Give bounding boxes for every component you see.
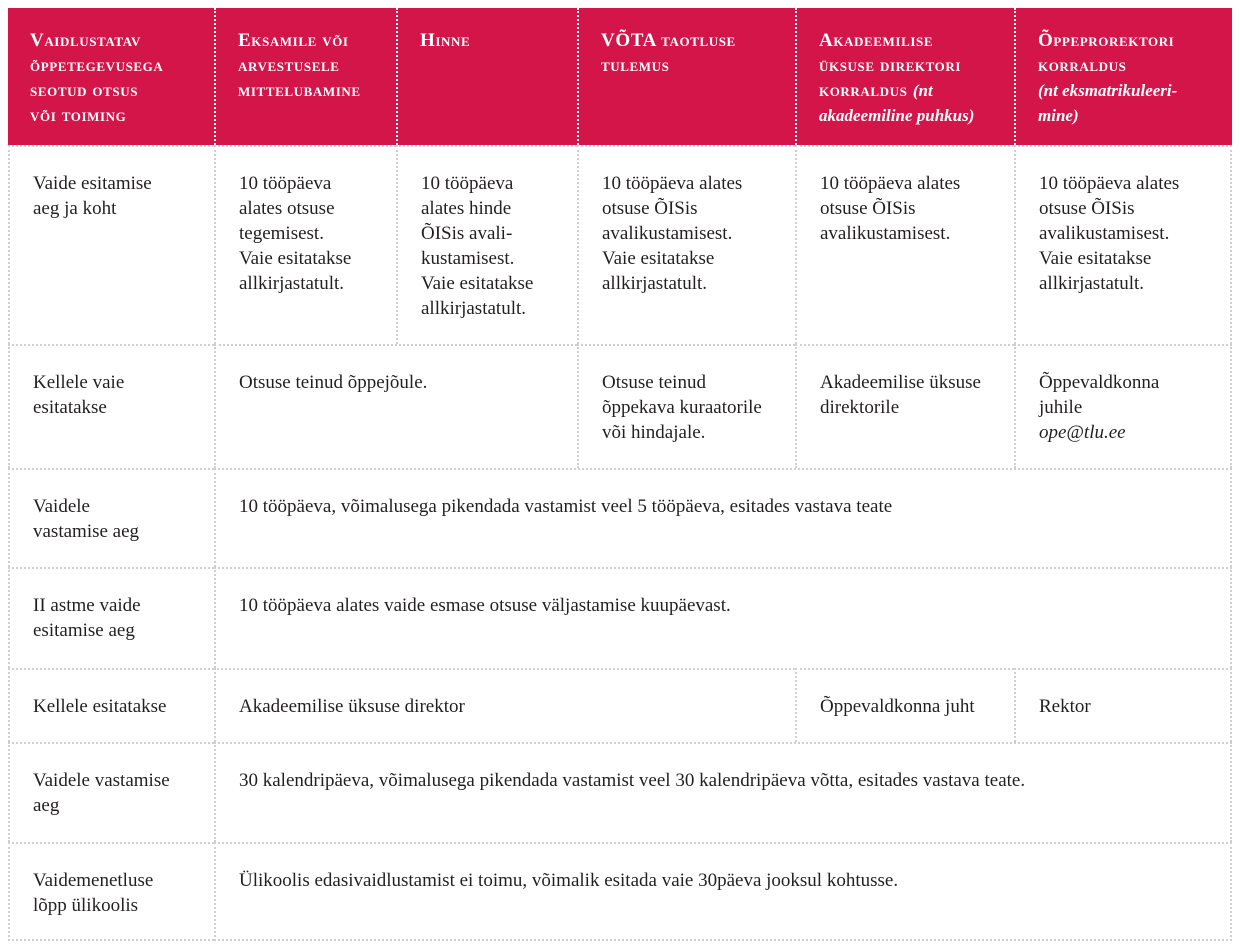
row-label-procedure-end: Vaidemenetluse lõpp ülikoolis <box>8 842 214 941</box>
cell-submitted-to-rector: Rektor <box>1014 668 1232 742</box>
row-label-second-level-appeal: II astme vaide esitamise aeg <box>8 567 214 668</box>
header-vice-rector-order: Õppeprorektori korraldus (nt eksmatrikuleeri- mine) <box>1014 8 1232 145</box>
cell-director-appeal-time: 10 tööpäeva alates otsuse ÕISis avalikustamisest. <box>795 145 1014 344</box>
row-label-response-time: Vaidele vastamise aeg <box>8 468 214 567</box>
row-label-submitted-to: Kellele esitatakse <box>8 668 214 742</box>
cell-procedure-end: Ülikoolis edasivaidlustamist ei toimu, võimalik esitada vaie 30päeva jooksul kohtusse. <box>214 842 1232 941</box>
cell-prorector-recipient: Õppevaldkonna juhile ope@tlu.ee <box>1014 344 1232 468</box>
cell-response-time: 10 tööpäeva, võimalusega pikendada vastamist veel 5 tööpäeva, esitades vastava teate <box>214 468 1232 567</box>
row-label-appeal-recipient: Kellele vaie esitatakse <box>8 344 214 468</box>
cell-lecturer-recipient: Otsuse teinud õppejõule. <box>214 344 577 468</box>
cell-second-level-appeal: 10 tööpäeva alates vaide esmase otsuse väljastamise kuupäevast. <box>214 567 1232 668</box>
header-director-order: Akadeemilise üksuse direktori korraldus (nt akadeemiline puhkus) <box>795 8 1014 145</box>
email-link[interactable]: ope@tlu.ee <box>1039 422 1126 443</box>
header-contested-decision: Vaidlustatav õppetegevusega seotud otsus või toiming <box>8 8 214 145</box>
cell-submitted-to-field-head: Õppevaldkonna juht <box>795 668 1014 742</box>
cell-prorector-appeal-time: 10 tööpäeva alates otsuse ÕISis avalikustamisest. Vaie esitatakse allkirjastatult. <box>1014 145 1232 344</box>
cell-exam-appeal-time: 10 tööpäeva alates otsuse tegemisest. Vaie esitatakse allkirjastatult. <box>214 145 396 344</box>
cell-vota-appeal-time: 10 tööpäeva alates otsuse ÕISis avalikustamisest. Vaie esitatakse allkirjastatult. <box>577 145 795 344</box>
header-exam-admission: Eksamile või arvestusele mittelubamine <box>214 8 396 145</box>
cell-second-response-time: 30 kalendripäeva, võimalusega pikendada vastamist veel 30 kalendripäeva võtta, esitades vastava teate. <box>214 742 1232 842</box>
row-label-appeal-time-place: Vaide esitamise aeg ja koht <box>8 145 214 344</box>
cell-vota-recipient: Otsuse teinud õppekava kuraatorile või hindajale. <box>577 344 795 468</box>
appeal-procedures-table <box>8 8 1232 941</box>
row-label-second-response-time: Vaidele vastamise aeg <box>8 742 214 842</box>
cell-grade-appeal-time: 10 tööpäeva alates hinde ÕISis avali- kustamisest. Vaie esitatakse allkirjastatult. <box>396 145 577 344</box>
header-grade: Hinne <box>396 8 577 145</box>
header-vota-result: VÕTA taotluse tulemus <box>577 8 795 145</box>
cell-director-recipient: Akadeemilise üksuse direktorile <box>795 344 1014 468</box>
cell-submitted-to-director: Akadeemilise üksuse direktor <box>214 668 795 742</box>
